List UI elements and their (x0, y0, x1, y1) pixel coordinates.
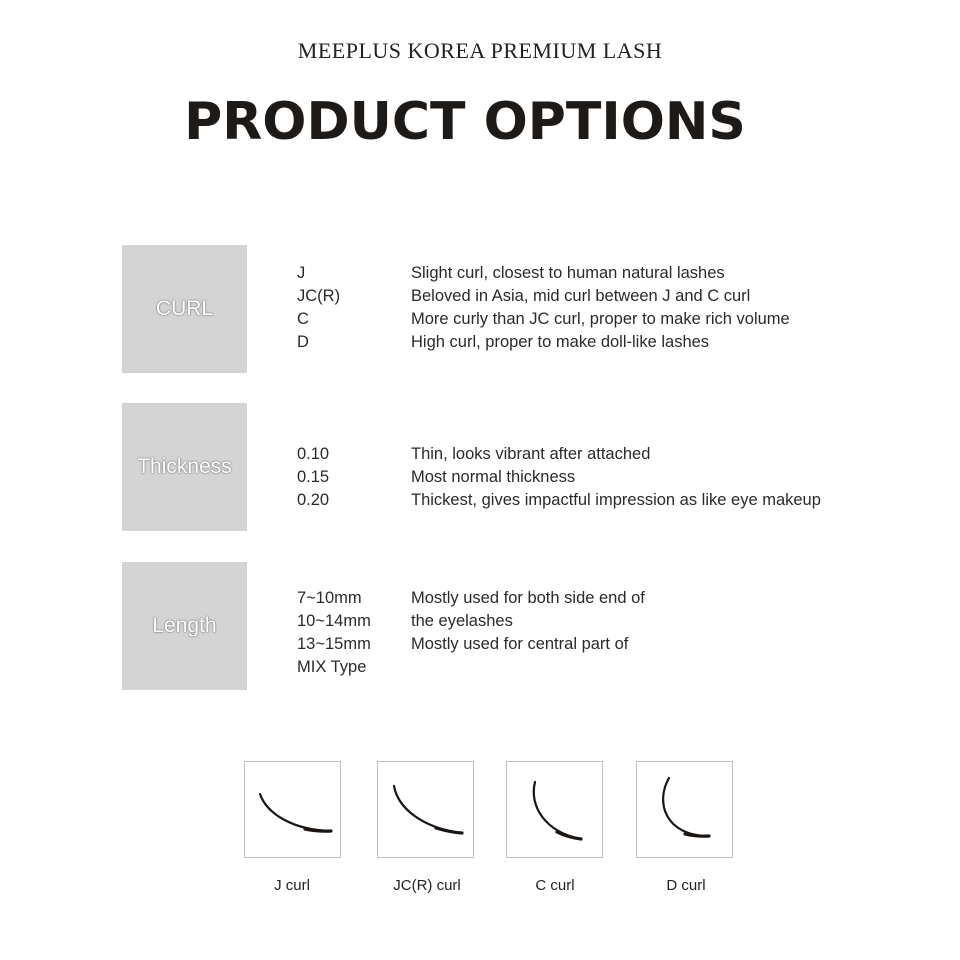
option-row (297, 489, 821, 512)
option-row (297, 633, 645, 656)
option-description: Slight curl, closest to human natural lashes (411, 264, 725, 282)
option-description: Most normal thickness (411, 468, 576, 486)
option-key: 0.20 (297, 491, 330, 509)
curl-label: CURL (155, 297, 214, 320)
jcr-curl-lash-icon (377, 761, 474, 858)
option-key: D (297, 333, 309, 351)
option-key: 0.15 (297, 468, 330, 486)
c-curl-lash-icon (506, 761, 603, 858)
option-description: More curly than JC curl, proper to make rich volume (411, 310, 790, 328)
thickness-section (122, 403, 862, 531)
curl-options-list (297, 262, 790, 354)
option-description: Beloved in Asia, mid curl between J and C curl (411, 287, 751, 305)
option-description: Thin, looks vibrant after attached (411, 445, 651, 463)
brand-heading: MEEPLUS KOREA PREMIUM LASH (297, 38, 663, 63)
option-key: 7~10mm (297, 589, 362, 607)
d-curl-lash-icon (636, 761, 733, 858)
option-row (297, 262, 790, 285)
option-key: MIX Type (297, 658, 367, 676)
option-row (297, 466, 821, 489)
curl-section (122, 245, 862, 373)
option-description: the eyelashes (411, 612, 513, 630)
option-row (297, 308, 790, 331)
option-key: 0.10 (297, 445, 330, 463)
curl-label-box (122, 245, 247, 373)
option-key: J (297, 264, 306, 282)
length-options-list (297, 587, 645, 679)
c-curl-caption: C curl (535, 877, 575, 894)
option-row (297, 587, 645, 610)
option-row (297, 443, 821, 466)
thickness-label: Thickness (137, 455, 232, 478)
option-key: JC(R) (297, 287, 341, 305)
option-row (297, 331, 790, 354)
page-title: PRODUCT OPTIONS (184, 92, 746, 152)
j-curl-lash-icon (244, 761, 341, 858)
d-curl-caption: D curl (666, 877, 706, 894)
option-row (297, 285, 790, 308)
option-description: Mostly used for central part of (411, 635, 629, 653)
option-description: Mostly used for both side end of (411, 589, 645, 607)
jcr-curl-caption: JC(R) curl (393, 877, 461, 894)
length-label-box (122, 562, 247, 690)
option-key: C (297, 310, 309, 328)
j-curl-caption: J curl (274, 877, 310, 894)
option-row (297, 656, 645, 679)
thickness-label-box (122, 403, 247, 531)
length-label: Length (152, 614, 217, 637)
length-section (122, 562, 862, 690)
thickness-options-list (297, 443, 821, 512)
option-row (297, 610, 645, 633)
option-description: High curl, proper to make doll-like lashes (411, 333, 710, 351)
option-description: Thickest, gives impactful impression as like eye makeup (411, 491, 821, 509)
option-key: 10~14mm (297, 612, 371, 630)
option-key: 13~15mm (297, 635, 371, 653)
